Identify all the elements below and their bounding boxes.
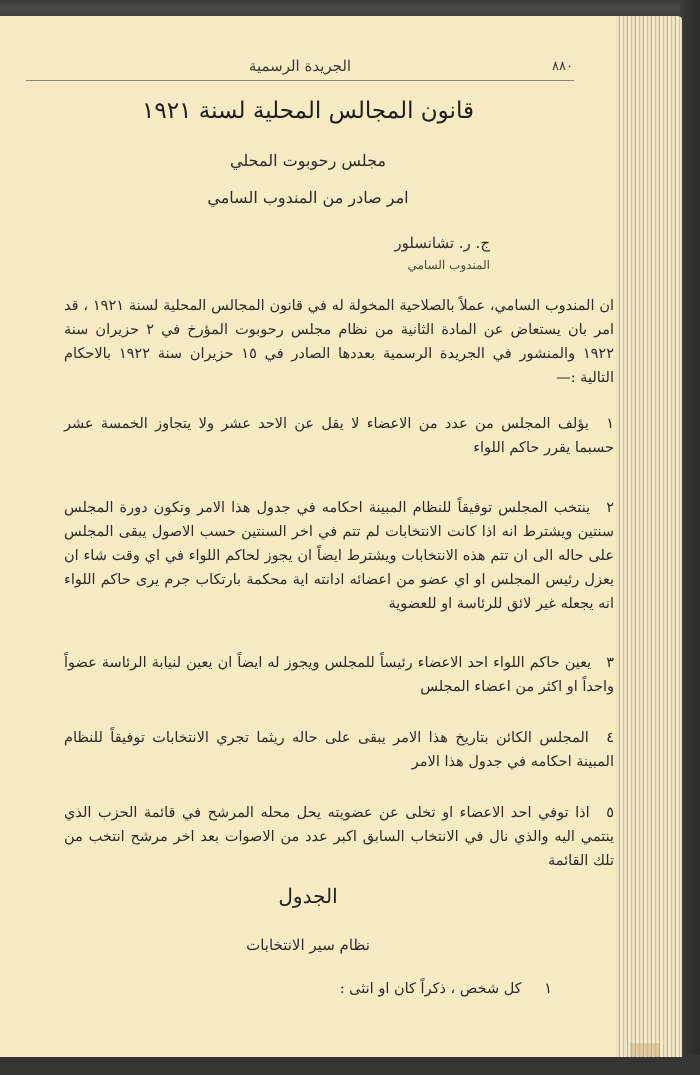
clause-text: ينتخب المجلس توفيقاً للنظام المبينة احكامه في جدول هذا الامر وتكون دورة المجلس سنتين ويشترط انه اذا كانت الانتخابات لم تتم في اخر السنتين حسب الاصول يبقى المجلس على حاله الى ان تتم هذه الانتخابات ويشترط ايضاً ان يجوز لحاكم اللواء في اي وقت شاء ان يعزل رئيس المجلس او اي عضو من اعضائه ادانته اية محكمة بارتكاب جرم يرى حاكم اللواء انه يجعله غير لائق للرئاسة او للعضوية: [64, 500, 614, 612]
law-title: قانون المجالس المحلية لسنة ١٩٢١: [142, 98, 474, 124]
book-cover-right-edge: [680, 0, 700, 1075]
schedule-item-number: ١: [544, 981, 552, 997]
schedule-title: الجدول: [278, 884, 338, 908]
clause-5: [64, 801, 614, 873]
signatory-title: المندوب السامي: [407, 258, 490, 272]
schedule-item-text: كل شخص ، ذكراً كان او انثى :: [339, 981, 522, 997]
stacked-page-edges: [612, 16, 682, 1057]
clause-number: ١: [606, 416, 615, 432]
clause-3: [64, 651, 614, 699]
clause-1: [64, 412, 614, 460]
page-edge-stain: [630, 1043, 660, 1057]
journal-name: الجريدة الرسمية: [248, 57, 352, 75]
schedule-item-1: [300, 981, 552, 997]
page-number: ٨٨٠: [552, 58, 573, 74]
clause-text: المجلس الكائن بتاريخ هذا الامر يبقى على حاله ريثما تجري الانتخابات توفيقاً للنظام المبينة احكامه في جدول هذا الامر: [64, 730, 614, 770]
book-cover-bottom-edge: [0, 1055, 700, 1075]
council-name: مجلس رحوبوت المحلي: [230, 151, 386, 170]
order-heading: امر صادر من المندوب السامي: [207, 188, 409, 207]
clause-number: ٣: [606, 655, 615, 671]
clause-text: اذا توفي احد الاعضاء او تخلى عن عضويته يحل محله المرشح في قائمة الحزب الذي ينتمي اليه والذي نال في الانتخاب السابق اكبر عدد من الاصوات بعد اخر مرشح انتخب من تلك القائمة: [64, 805, 614, 869]
preamble-paragraph: ان المندوب السامي، عملاً بالصلاحية المخولة له في قانون المجالس المحلية لسنة ١٩٢١ ، قد امر بان يستعاض عن المادة الثانية من نظام مجلس رحوبوت المؤرخ في ٢ حزيران سنة ١٩٢٢ والمنشور في الجريدة الرسمية بعددها الصادر في ١٥ حزيران سنة ١٩٢٢ بالاحكام التالية :—: [64, 298, 614, 386]
clause-number: ٤: [606, 730, 614, 746]
clause-number: ٥: [606, 805, 615, 821]
clause-number: ٢: [606, 500, 614, 516]
signatory-name: ج. ر. تشانسلور: [394, 234, 490, 252]
gazette-page: [0, 16, 616, 1057]
clause-text: يؤلف المجلس من عدد من الاعضاء لا يقل عن الاحد عشر ولا يتجاوز الخمسة عشر حسبما يقرر حاكم اللواء: [64, 416, 614, 456]
schedule-subtitle: نظام سير الانتخابات: [246, 936, 370, 954]
running-head: [26, 52, 574, 81]
clause-4: [64, 726, 614, 774]
clause-text: يعين حاكم اللواء احد الاعضاء رئيساً للمجلس ويجوز له ايضاً ان يعين لنيابة الرئاسة عضواً واحداً او اكثر من اعضاء المجلس: [64, 655, 614, 695]
clause-2: [64, 496, 614, 616]
signature-block: [290, 234, 490, 272]
